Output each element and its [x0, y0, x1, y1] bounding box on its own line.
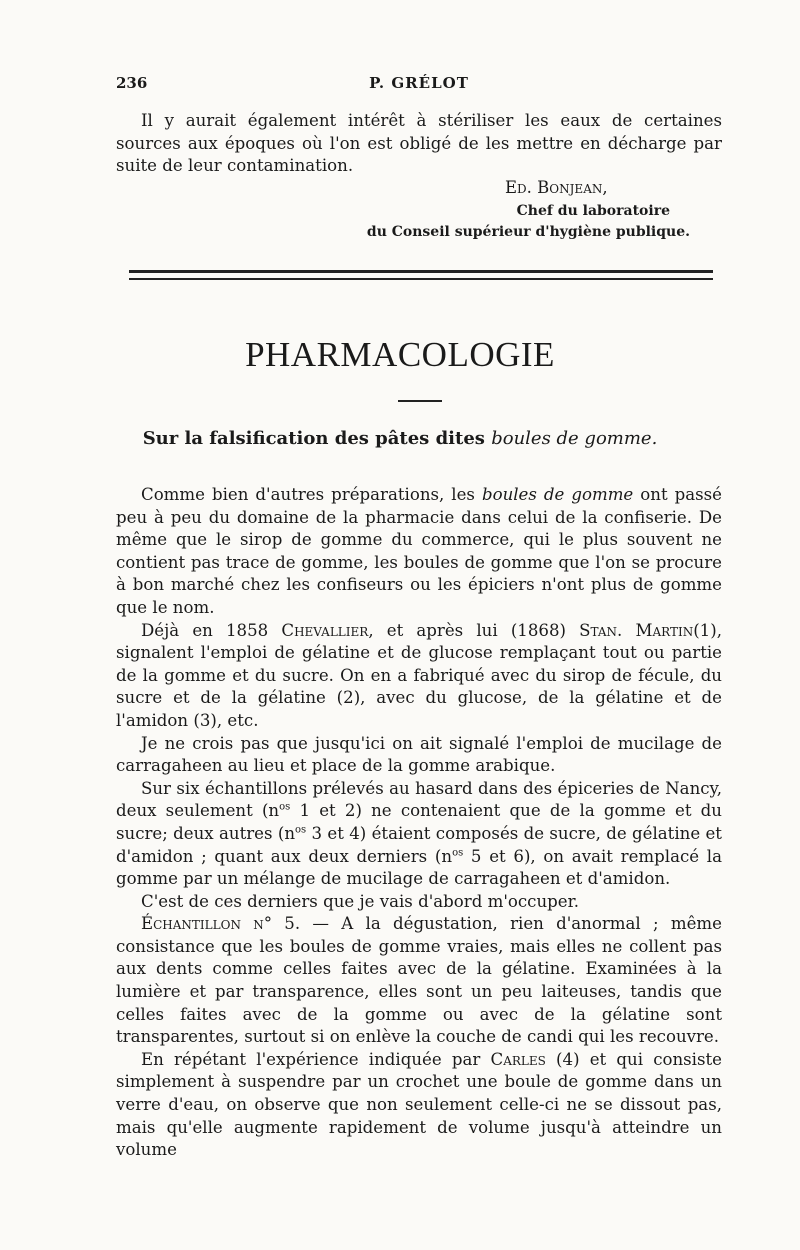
p4-text-a: Sur six échantillons prélevés au hasard dans des épiceries de Nancy, deux seulement (n — [116, 778, 722, 821]
running-header — [116, 74, 722, 98]
page-number: 236 — [116, 74, 148, 92]
paragraph-1 — [116, 484, 722, 620]
p2-text-c: , et après lui (1868) — [368, 620, 580, 640]
paragraph-7 — [116, 1049, 722, 1162]
section-separator-thick — [129, 270, 713, 273]
paragraph-4 — [116, 778, 722, 891]
paragraph-5: C'est de ces derniers que je vais d'abord m'occuper. — [141, 891, 579, 911]
article-body — [116, 484, 722, 1162]
p6-sample-label: Échantillon n° 5. — [141, 914, 301, 934]
p4-text-c: 3 et 4) étaient composés de sucre, de gélatine et d'amidon ; quant aux deux derniers (n — [116, 823, 722, 866]
p7-text-c: (4) et qui consiste simplement à suspendre par un crochet une boule de gomme dans un verre d'eau, on observe que non seulement celle-ci ne se dissout pas, mais qu'elle augmente rapidement de volume jusqu'à atteindre un volume — [116, 1049, 722, 1160]
p1-text-a: Comme bien d'autres préparations, les — [141, 485, 482, 504]
p6-text-b: — A la dégustation, rien d'anormal ; même consistance que les boules de gomme vraies, mais elles ne collent pas aux dents comme celles faites avec de la gélatine. Examinées à la lumière et par transparence, elles sont un peu laiteuses, tandis que celles faites avec de la gomme ou avec de la gélatine sont transparentes, surtout si on enlève la couche de candi qui les recouvre. — [116, 914, 722, 1047]
title-rule — [398, 400, 442, 402]
signature-name: Ed. Bonjean, — [505, 178, 608, 197]
paragraph-6 — [116, 913, 722, 1049]
article-title-text: Sur la falsification des pâtes dites — [142, 428, 485, 449]
intro-block — [116, 110, 722, 178]
intro-paragraph: Il y aurait également intérêt à stériliser les eaux de certaines sources aux époques où l'on est obligé de les mettre en décharge par suite de leur contamination. — [116, 111, 722, 176]
p2-author-2: Stan. Martin — [579, 620, 694, 640]
section-separator-thin — [129, 278, 713, 280]
p7-text-a: En répétant l'expérience indiquée par — [141, 1049, 491, 1069]
section-title: PHARMACOLOGIE — [245, 335, 555, 374]
p1-text-c: ont passé peu à peu du domaine de la pharmacie dans celui de la confiserie. De même que le sirop de gomme du commerce, qui le plus souvent ne contient pas trace de gomme, les boules de gomme que l'on se procure à bon marché chez les confiseurs ou les épiciers n'ont plus de gomme que le nom. — [116, 485, 722, 617]
signature-title-2: du Conseil supérieur d'hygiène publique. — [366, 224, 690, 240]
signature-name-line — [116, 178, 690, 197]
p2-text-e: (1), signalent l'emploi de gélatine et de glucose remplaçant tout ou partie de la gomme et du sucre. On en a fabriqué avec du sirop de fécule, du sucre et de la gélatine (2), avec du glucose, de la gélatine et de l'amidon (3), etc. — [116, 620, 722, 730]
paragraph-2 — [116, 620, 722, 733]
p4-sup-1: os — [279, 801, 291, 813]
p1-italic: boules de gomme — [481, 485, 634, 504]
p7-author: Carles — [490, 1049, 546, 1069]
running-header-author: P. GRÉLOT — [369, 74, 469, 92]
p2-text-a: Déjà en 1858 — [141, 620, 282, 640]
p4-text-d: 5 et 6), on avait remplacé la gomme par un mélange de mucilage de carragaheen et d'amidon. — [116, 846, 722, 889]
article-title-italic: boules de gomme. — [491, 428, 658, 449]
p4-sup-2: os — [295, 824, 307, 836]
paragraph-3: Je ne crois pas que jusqu'ici on ait signalé l'emploi de mucilage de carragaheen au lieu et place de la gomme arabique. — [116, 733, 722, 776]
p4-text-b: 1 et 2) ne contenaient que de la gomme et du sucre; deux autres (n — [116, 801, 722, 843]
signature-title-1: Chef du laboratoire — [516, 203, 670, 219]
p2-author-1: Chevallier — [281, 620, 369, 640]
p4-sup-3: os — [452, 846, 464, 858]
article-title — [0, 428, 800, 449]
